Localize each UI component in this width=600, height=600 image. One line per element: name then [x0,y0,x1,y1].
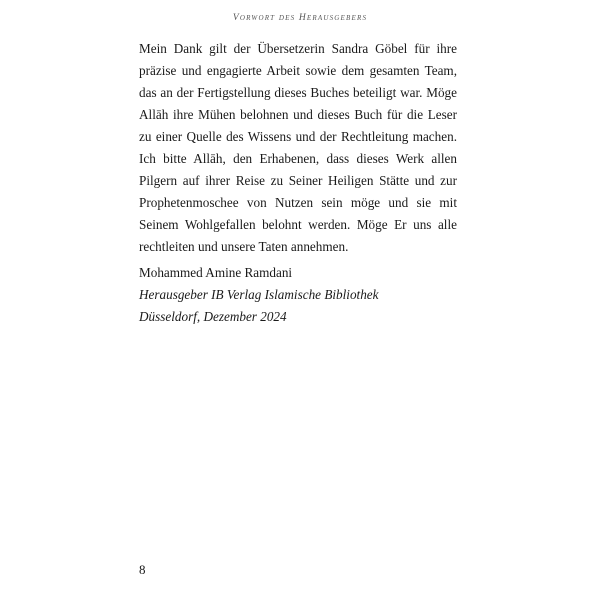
body-text [139,38,457,258]
signature-place-date: Düsseldorf, Dezember 2024 [139,309,287,324]
preface-paragraph: Mein Dank gilt der Übersetzerin Sandra Göbel für ihre präzise und engagierte Arbeit sowie dem gesamten Team, das an der Fertigstellung dieses Buches beteiligt war. Möge Allāh ihre Mühen belohnen und dieses Buch für die Leser zu einer Quelle des Wissens und der Rechtleitung machen. Ich bitte Allāh, den Erhabenen, dass dieses Werk allen Pilgern auf ihrer Reise zu Seiner Heiligen Stätte und zur Prophetenmoschee von Nutzen sein möge und sie mit Seinem Wohlgefallen belohnt werden. Möge Er uns alle rechtleiten und unsere Taten annehmen. [139,41,457,254]
signature-block [139,262,469,328]
signature-role: Herausgeber IB Verlag Islamische Bibliothek [139,287,379,302]
page-number: 8 [139,562,146,577]
running-header: Vorwort des Herausgebers [232,13,368,23]
signature-name: Mohammed Amine Ramdani [139,265,293,280]
